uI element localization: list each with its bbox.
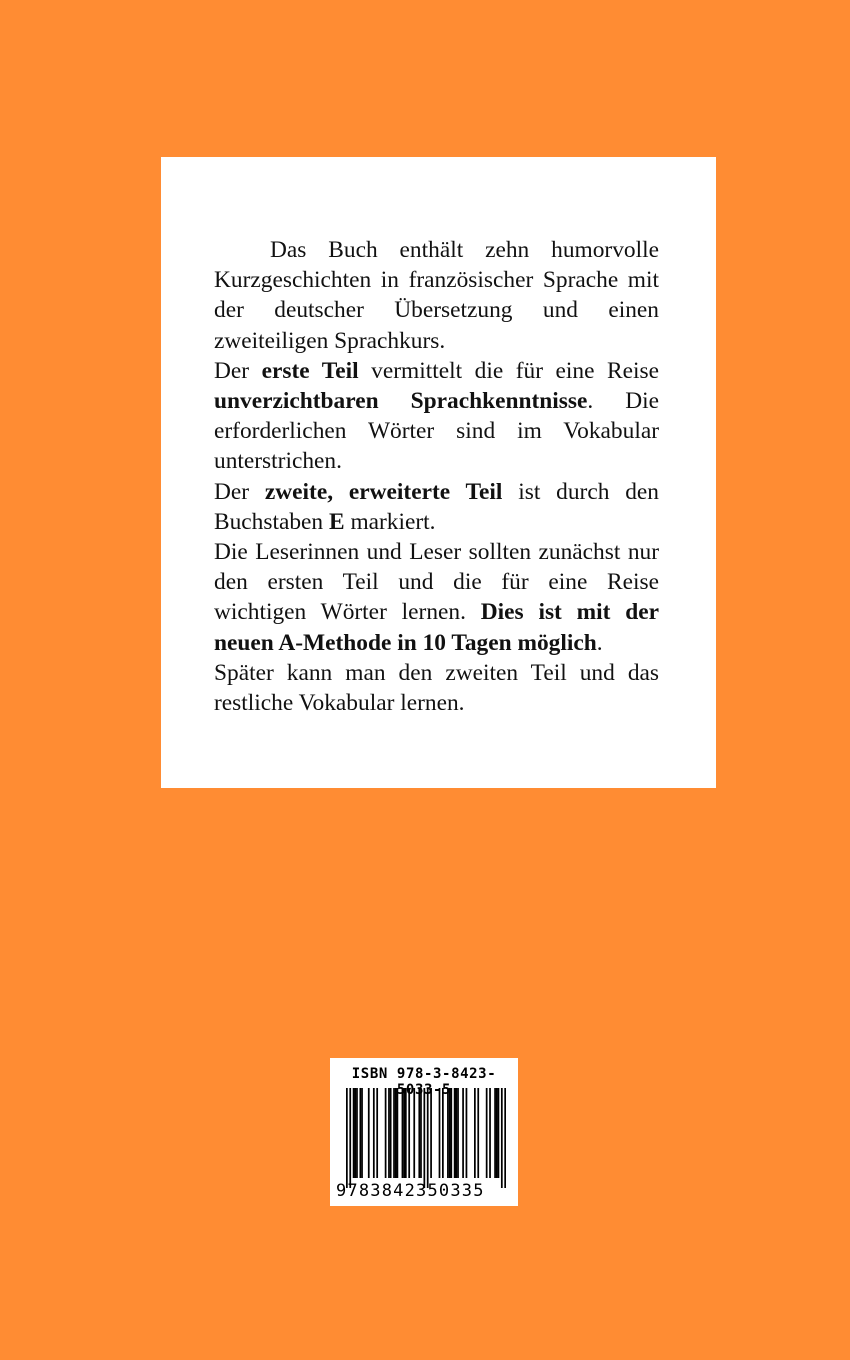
barcode-bar — [405, 1088, 407, 1178]
barcode-digits: 9783842350335 — [336, 1181, 485, 1201]
bold-letter-e: E — [328, 508, 345, 535]
barcode-bar — [413, 1088, 415, 1178]
barcode-bar — [474, 1088, 476, 1178]
barcode-bar — [439, 1088, 441, 1178]
text-run: . Die erforderlichen Wörter sind im Vokabular unterstrichen. — [214, 388, 659, 475]
barcode-bar — [447, 1088, 449, 1178]
bold-term-first-part: erste Teil — [261, 357, 359, 384]
text-run: markiert. — [344, 508, 436, 535]
barcode-bar — [466, 1088, 468, 1178]
barcode-bar — [393, 1088, 395, 1178]
second-part-paragraph — [214, 477, 659, 537]
blurb-panel — [161, 157, 716, 788]
barcode-bar — [496, 1088, 498, 1178]
barcode-bar — [489, 1088, 491, 1178]
barcode-bar — [356, 1088, 358, 1178]
barcode-bar — [418, 1088, 420, 1178]
barcode-bar — [361, 1088, 363, 1178]
barcode-bar — [423, 1088, 425, 1188]
barcode-bar — [454, 1088, 456, 1178]
barcode-bar — [457, 1088, 459, 1178]
barcode-bar — [486, 1088, 488, 1178]
barcode-bar — [494, 1088, 496, 1178]
barcode-bar — [346, 1088, 348, 1188]
barcode-bar — [349, 1088, 351, 1188]
text-run: Die Leserinnen und Leser sollten zunächst nur den ersten Teil und die für eine Reise wichtigen Wörter lernen. — [214, 539, 659, 626]
barcode-bar — [403, 1088, 405, 1178]
barcode-bar — [408, 1088, 410, 1178]
barcode-bar — [498, 1088, 500, 1178]
text-run: . — [596, 629, 603, 656]
barcode-bar — [462, 1088, 464, 1178]
barcode-bar — [397, 1088, 399, 1178]
barcode-bar — [368, 1088, 370, 1178]
barcode-bar — [402, 1088, 404, 1178]
text-run: Der — [214, 478, 265, 505]
barcode-bar — [420, 1088, 422, 1178]
barcode-bar — [477, 1088, 479, 1178]
barcode-bar — [354, 1088, 356, 1178]
barcode-bar — [449, 1088, 451, 1178]
later-study-paragraph: Später kann man den zweiten Teil und das restliche Vokabular lernen. — [214, 659, 659, 717]
barcode-bar — [353, 1088, 355, 1178]
barcode-bar — [376, 1088, 378, 1178]
isbn-barcode — [330, 1058, 518, 1206]
barcode-bar — [373, 1088, 375, 1178]
bold-term-language-skills: unverzichtbaren Sprachkenntnisse — [214, 388, 588, 415]
text-run: vermittelt die für eine Reise — [358, 357, 660, 384]
text-run: Der — [214, 357, 262, 384]
barcode-bar — [390, 1088, 392, 1178]
text-run: ist durch den Buchstaben — [214, 478, 659, 535]
barcode-bar — [455, 1088, 457, 1178]
reading-advice-paragraph — [214, 537, 659, 658]
first-part-paragraph — [214, 356, 659, 477]
barcode-bar — [359, 1088, 361, 1178]
barcode-bar — [430, 1088, 432, 1178]
bold-method-claim: Dies ist mit der neuen A-Methode in 10 Tagen möglich — [214, 599, 659, 656]
isbn-label: ISBN 978-3-8423-50 3-5 — [351, 1066, 497, 1098]
barcode-bars — [346, 1088, 506, 1188]
barcode-bar — [504, 1088, 506, 1188]
barcode-bar — [450, 1088, 452, 1178]
barcode-bar — [385, 1088, 387, 1178]
intro-paragraph: Das Buch enthält zehn humorvolle Kurzgeschichten in französischer Sprache mit der deutscher Übersetzung und einen zweiteiligen Sprachkurs. — [214, 237, 659, 354]
bold-term-second-part: zweite, erweiterte Teil — [264, 478, 503, 505]
barcode-bar — [427, 1088, 429, 1188]
blurb-text — [214, 235, 659, 718]
barcode-bar — [442, 1088, 444, 1178]
barcode-bar — [501, 1088, 503, 1188]
barcode-bar — [388, 1088, 390, 1178]
barcode-bar — [395, 1088, 397, 1178]
